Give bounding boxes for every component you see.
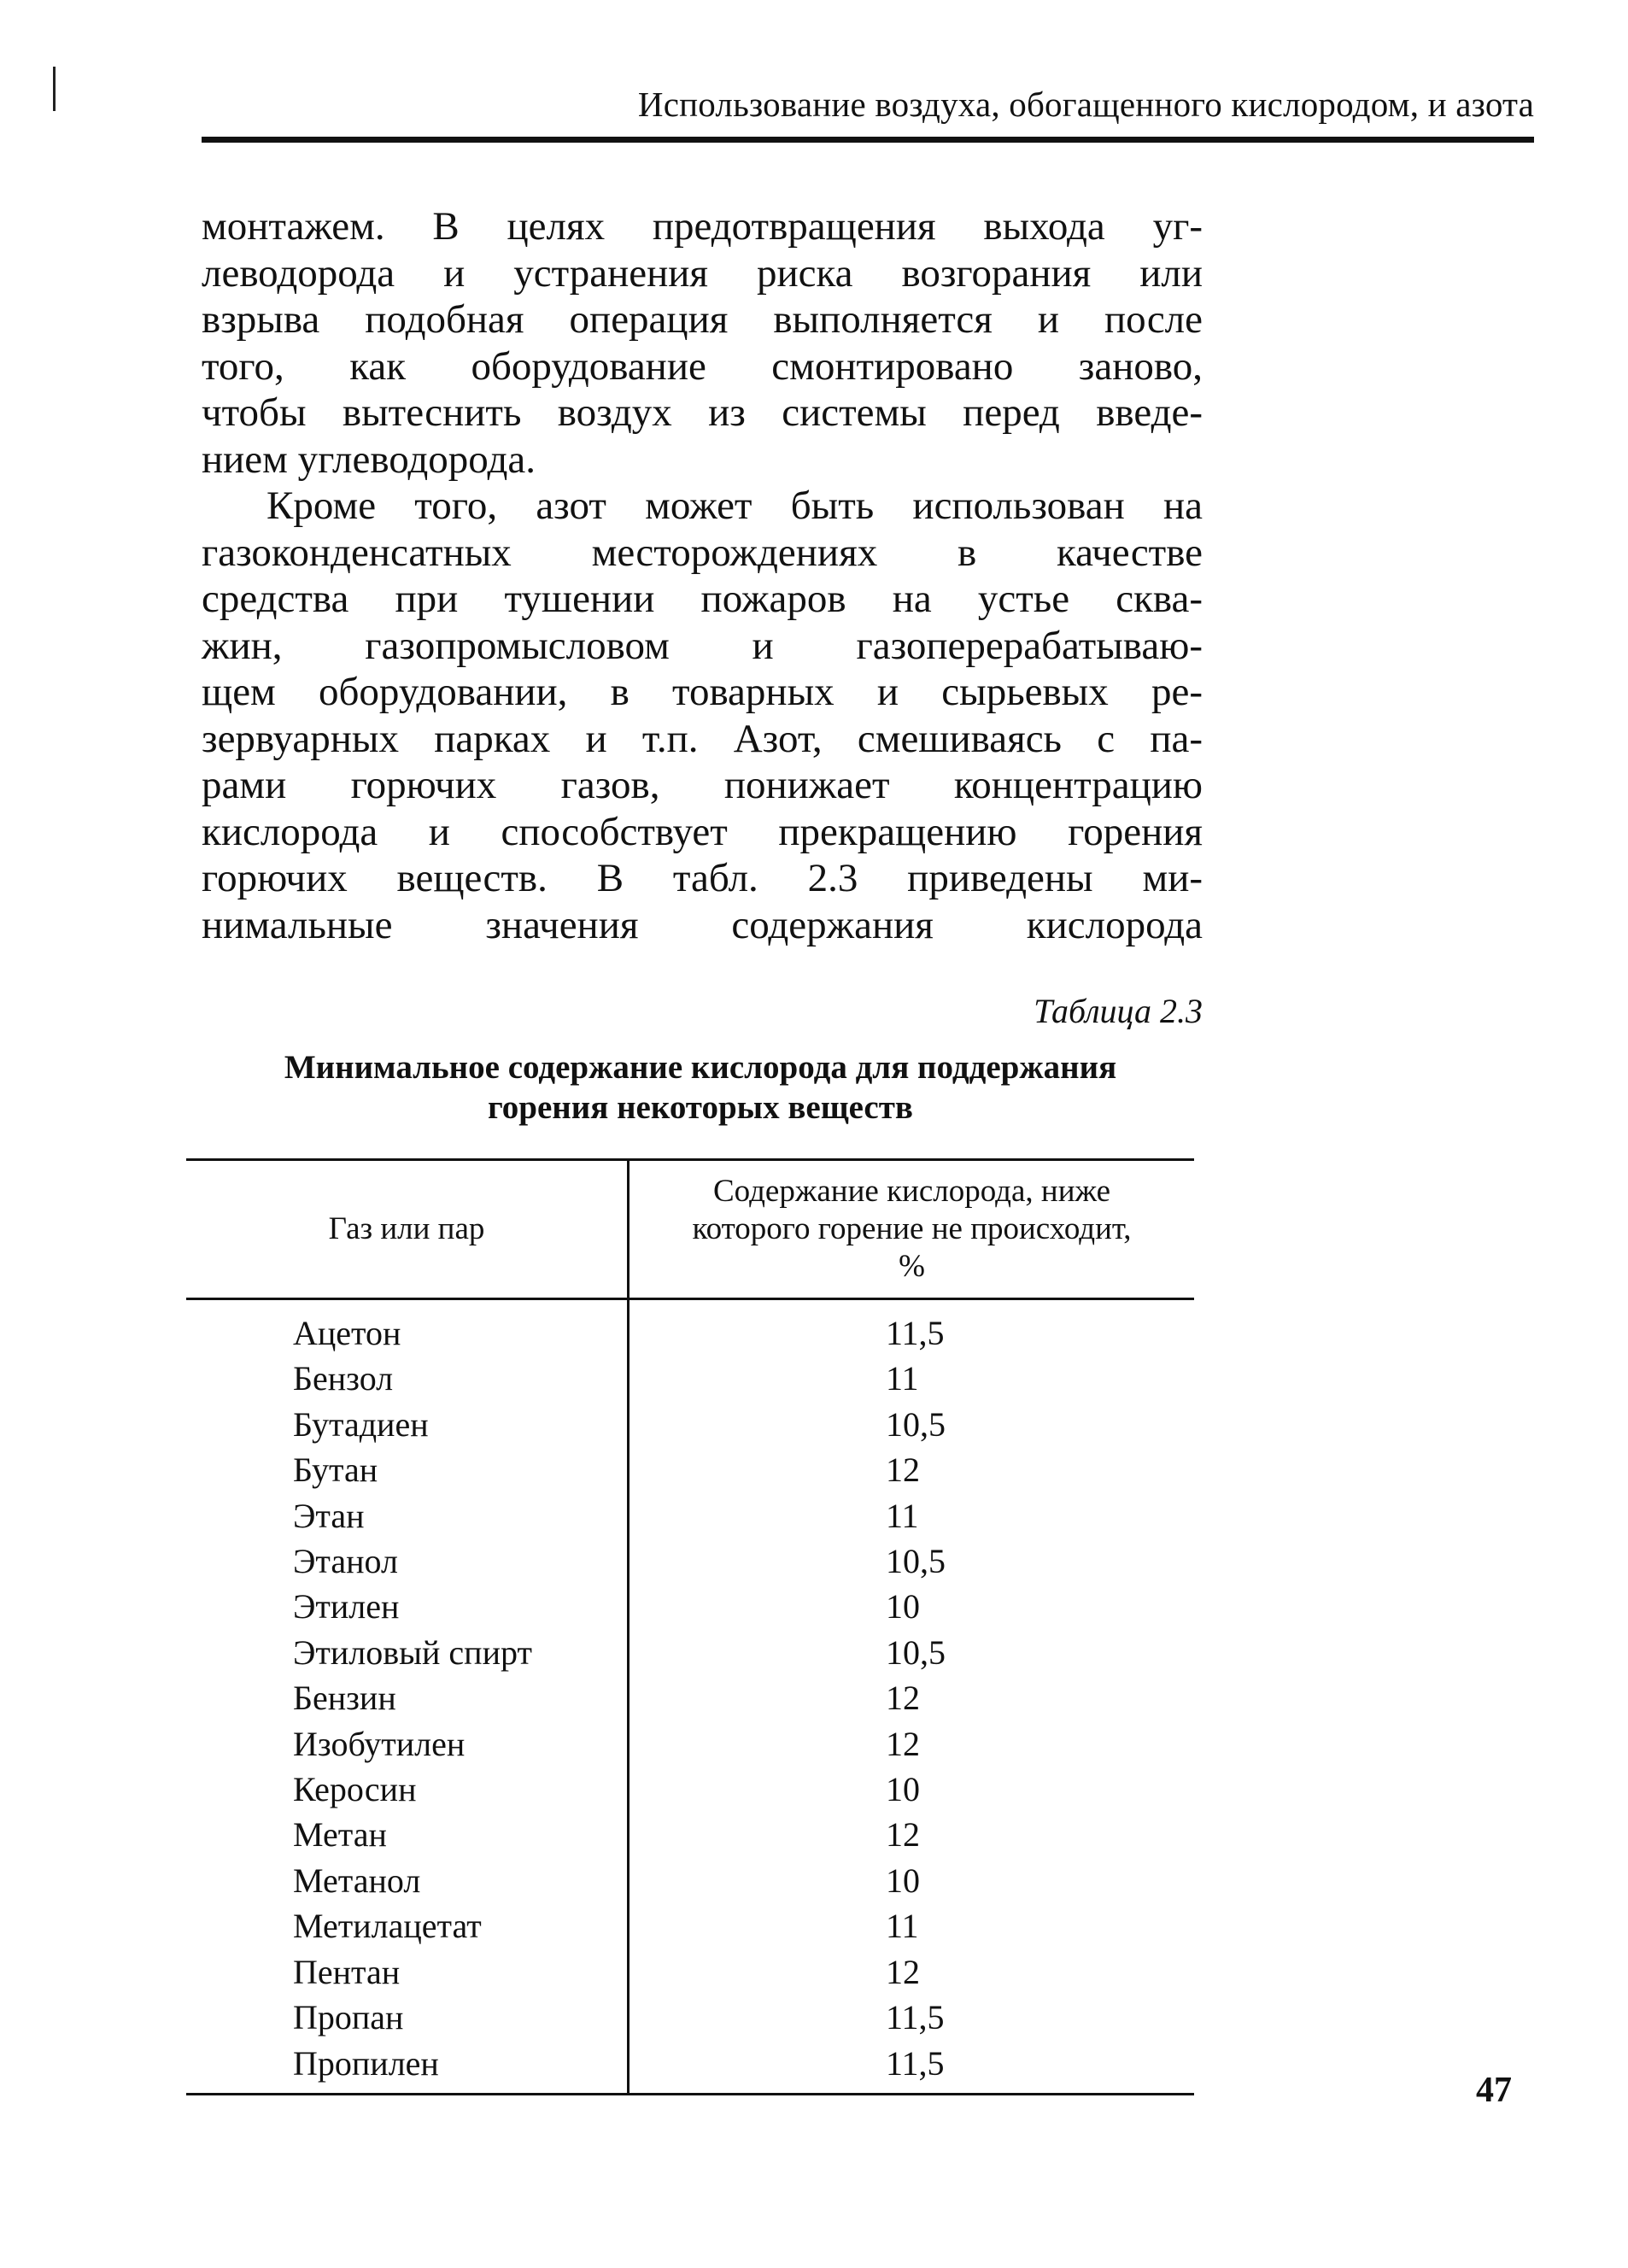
table-row [186, 1584, 1194, 1629]
paragraph-line: того, как оборудование смонтировано заново, [202, 343, 1203, 389]
table-row [186, 1903, 1194, 1949]
paragraph-line: леводорода и устранения риска возгорания или [202, 250, 1203, 296]
paragraph-line: кислорода и способствует прекращению горения [202, 809, 1203, 854]
oxygen-value: 12 [886, 1815, 920, 1855]
gas-name: Этилен [186, 1584, 629, 1629]
gas-name: Бензин [186, 1675, 629, 1720]
paragraph-line: нимальные значения содержания кислорода [202, 902, 1203, 947]
oxygen-value: 11 [886, 1496, 919, 1535]
header-gas: Газ или пар [186, 1160, 629, 1299]
paragraph-line: нием углеводорода. [202, 437, 536, 482]
paragraph-line: чтобы вытеснить воздух из системы перед введе- [202, 390, 1203, 435]
oxygen-value: 12 [886, 1450, 920, 1490]
gas-name: Метилацетат [186, 1903, 629, 1949]
oxygen-value: 11 [886, 1907, 919, 1946]
header-oxygen [629, 1160, 1195, 1299]
paragraph-line: жин, газопромысловом и газоперерабатываю- [202, 623, 1203, 668]
header-oxygen-line: % [899, 1249, 925, 1284]
oxygen-value: 10,5 [886, 1404, 946, 1444]
table-body [186, 1299, 1194, 2095]
table-row [186, 1630, 1194, 1675]
oxygen-value: 12 [886, 1724, 920, 1763]
table-row [186, 1858, 1194, 1903]
header-rule [202, 137, 1534, 143]
oxygen-value: 11,5 [886, 1998, 945, 2037]
oxygen-value: 12 [886, 1679, 920, 1718]
oxygen-value: 10 [886, 1587, 920, 1626]
gas-name: Керосин [186, 1767, 629, 1812]
table-row [186, 1299, 1194, 1357]
table-row [186, 1812, 1194, 1857]
gas-name: Бензол [186, 1356, 629, 1401]
paragraph-line: монтажем. В целях предотвращения выхода уг- [202, 204, 1203, 249]
paragraph-line: взрыва подобная операция выполняется и после [202, 297, 1203, 342]
paragraph-line: газоконденсатных месторождениях в качестве [202, 530, 1203, 575]
table-row [186, 2041, 1194, 2095]
table-row [186, 1356, 1194, 1401]
gas-name: Пропан [186, 1995, 629, 2040]
table-title-line: горения некоторых веществ [488, 1089, 913, 1126]
body-text [202, 203, 1203, 948]
gas-name: Этан [186, 1493, 629, 1538]
gas-name: Бутан [186, 1447, 629, 1492]
paragraph-line: горючих веществ. В табл. 2.3 приведены ми- [202, 856, 1203, 900]
oxygen-value: 10 [886, 1770, 920, 1809]
gas-name: Метанол [186, 1858, 629, 1903]
table-row [186, 1949, 1194, 1995]
header-oxygen-line: Содержание кислорода, ниже [712, 1174, 1111, 1209]
paragraph-line: Кроме того, азот может быть использован на [266, 483, 1203, 528]
header-oxygen-line: которого горение не происходит, [692, 1211, 1132, 1246]
oxygen-value: 10,5 [886, 1632, 946, 1672]
paragraph-line: средства при тушении пожаров на устье сква- [202, 577, 1203, 621]
margin-mark [53, 67, 56, 111]
paragraph-line: рами горючих газов, понижает концентрацию [202, 763, 1203, 807]
table-row [186, 1493, 1194, 1538]
paragraph-line: щем оборудовании, в товарных и сырьевых ре- [202, 670, 1203, 714]
table-row [186, 1675, 1194, 1720]
page-number: 47 [1476, 2071, 1512, 2110]
paragraph-2 [202, 483, 1203, 948]
table-row [186, 1402, 1194, 1447]
table-row [186, 1995, 1194, 2040]
table-row [186, 1538, 1194, 1584]
table-row [186, 1767, 1194, 1812]
gas-name: Пентан [186, 1949, 629, 1995]
oxygen-table [186, 1158, 1194, 2095]
table-title-line: Минимальное содержание кислорода для поддержания [284, 1049, 1117, 1086]
table-title [171, 1047, 1230, 1128]
oxygen-value: 11 [886, 1359, 919, 1398]
gas-name: Метан [186, 1812, 629, 1857]
table-row [186, 1447, 1194, 1492]
gas-name: Этанол [186, 1538, 629, 1584]
table-row [186, 1721, 1194, 1767]
gas-name: Бутадиен [186, 1402, 629, 1447]
gas-name: Пропилен [186, 2041, 629, 2095]
paragraph-line: зервуарных парках и т.п. Азот, смешиваясь с па- [202, 716, 1203, 761]
gas-name: Изобутилен [186, 1721, 629, 1767]
oxygen-value: 11,5 [629, 2041, 1195, 2095]
oxygen-value: 10,5 [886, 1542, 946, 1581]
gas-name: Этиловый спирт [186, 1630, 629, 1675]
oxygen-value: 12 [886, 1952, 920, 1991]
oxygen-value: 10 [886, 1861, 920, 1900]
gas-name: Ацетон [186, 1299, 629, 1357]
paragraph-1 [202, 203, 1203, 483]
table-header-row [186, 1160, 1194, 1299]
table-caption: Таблица 2.3 [1034, 992, 1203, 1030]
running-head: Использование воздуха, обогащенного кислородом, и азота [637, 85, 1534, 124]
oxygen-value: 11,5 [886, 1314, 945, 1352]
